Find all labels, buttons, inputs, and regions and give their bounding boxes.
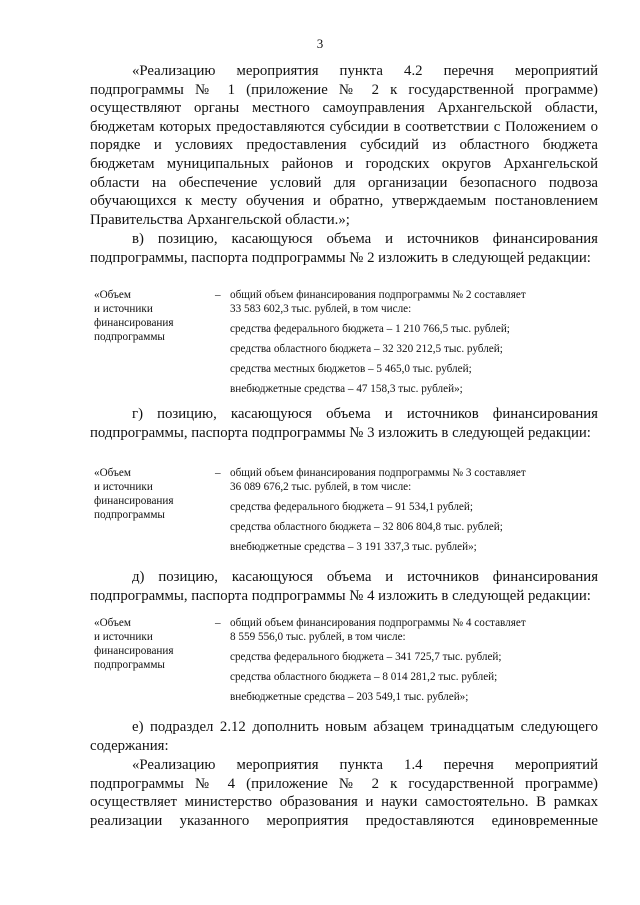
passport-label-line: «Объем [94, 289, 131, 301]
paragraph-implementation-4-2 [90, 62, 598, 229]
funding-line: средства областного бюджета – 32 806 804,8 тыс. рублей; [230, 521, 503, 533]
passport-dash: – [215, 289, 221, 301]
passport-label-line: финансирования [94, 495, 174, 507]
passport-funding-text [230, 288, 610, 396]
passport-label-line: финансирования [94, 645, 174, 657]
funding-line: общий объем финансирования подпрограммы № 4 составляет [230, 617, 526, 629]
paragraph-text: «Реализацию мероприятия пункта 4.2 перечня мероприятий подпрограммы № 1 (приложение № 2 к государственной программе) осуществляют органы местного самоуправления Архангельской области, бюджетам которых предоставляются субсидии в соответствии с Положением о порядке и условиях предоставления субсидий из областного бюджета бюджетам муниципальных районов и городских округов Архангельской области на обеспечение условий для организации безопасного подвоза обучающихся к месту обучения и обратно, утверждаемым постановлением Правительства Архангельской области.»; [90, 63, 598, 228]
funding-line: внебюджетные средства – 47 158,3 тыс. рублей»; [230, 383, 463, 395]
passport-dash: – [215, 617, 221, 629]
passport-label-line: «Объем [94, 617, 131, 629]
funding-line: средства федерального бюджета – 341 725,7 тыс. рублей; [230, 651, 502, 663]
paragraph-text: в) позицию, касающуюся объема и источников финансирования подпрограммы, паспорта подпрограммы № 2 изложить в следующей редакции: [90, 231, 598, 266]
funding-line: средства федерального бюджета – 1 210 766,5 тыс. рублей; [230, 323, 510, 335]
paragraph-text: «Реализацию мероприятия пункта 1.4 перечня мероприятий подпрограммы № 4 (приложение № 2 к государственной программе) осуществляет министерство образования и науки самостоятельно. В рамках реализации указанного мероприятия предоставляются единовременные [90, 757, 598, 829]
passport-label-line: подпрограммы [94, 331, 165, 343]
funding-line: 33 583 602,3 тыс. рублей, в том числе: [230, 303, 412, 315]
funding-line: внебюджетные средства – 203 549,1 тыс. рублей»; [230, 691, 469, 703]
paragraph-item-v [90, 230, 598, 267]
funding-line: внебюджетные средства – 3 191 337,3 тыс. рублей»; [230, 541, 477, 553]
passport-label-line: и источники [94, 481, 153, 493]
passport-left-label [94, 466, 204, 522]
paragraph-item-e [90, 718, 598, 755]
passport-dash: – [215, 467, 221, 479]
passport-label-line: подпрограммы [94, 659, 165, 671]
paragraph-text: е) подраздел 2.12 дополнить новым абзацем тринадцатым следующего содержания: [90, 719, 598, 754]
paragraph-text: г) позицию, касающуюся объема и источников финансирования подпрограммы, паспорта подпрограммы № 3 изложить в следующей редакции: [90, 406, 598, 441]
passport-funding-text [230, 466, 610, 554]
funding-line: средства областного бюджета – 8 014 281,2 тыс. рублей; [230, 671, 498, 683]
paragraph-item-d [90, 568, 598, 605]
funding-line: средства местных бюджетов – 5 465,0 тыс. рублей; [230, 363, 472, 375]
passport-funding-text [230, 616, 610, 704]
funding-line: 8 559 556,0 тыс. рублей, в том числе: [230, 631, 406, 643]
funding-line: средства областного бюджета – 32 320 212,5 тыс. рублей; [230, 343, 503, 355]
passport-label-line: финансирования [94, 317, 174, 329]
passport-label-line: «Объем [94, 467, 131, 479]
funding-line: средства федерального бюджета – 91 534,1 рублей; [230, 501, 473, 513]
passport-left-label [94, 288, 204, 344]
passport-label-line: и источники [94, 303, 153, 315]
funding-line: общий объем финансирования подпрограммы № 3 составляет [230, 467, 526, 479]
passport-label-line: подпрограммы [94, 509, 165, 521]
page-number: 3 [316, 36, 324, 51]
paragraph-implementation-1-4 [90, 756, 598, 830]
paragraph-text: д) позицию, касающуюся объема и источников финансирования подпрограммы, паспорта подпрограммы № 4 изложить в следующей редакции: [90, 569, 598, 604]
passport-label-line: и источники [94, 631, 153, 643]
funding-line: общий объем финансирования подпрограммы № 2 составляет [230, 289, 526, 301]
funding-line: 36 089 676,2 тыс. рублей, в том числе: [230, 481, 412, 493]
paragraph-item-g [90, 405, 598, 442]
passport-left-label [94, 616, 204, 672]
